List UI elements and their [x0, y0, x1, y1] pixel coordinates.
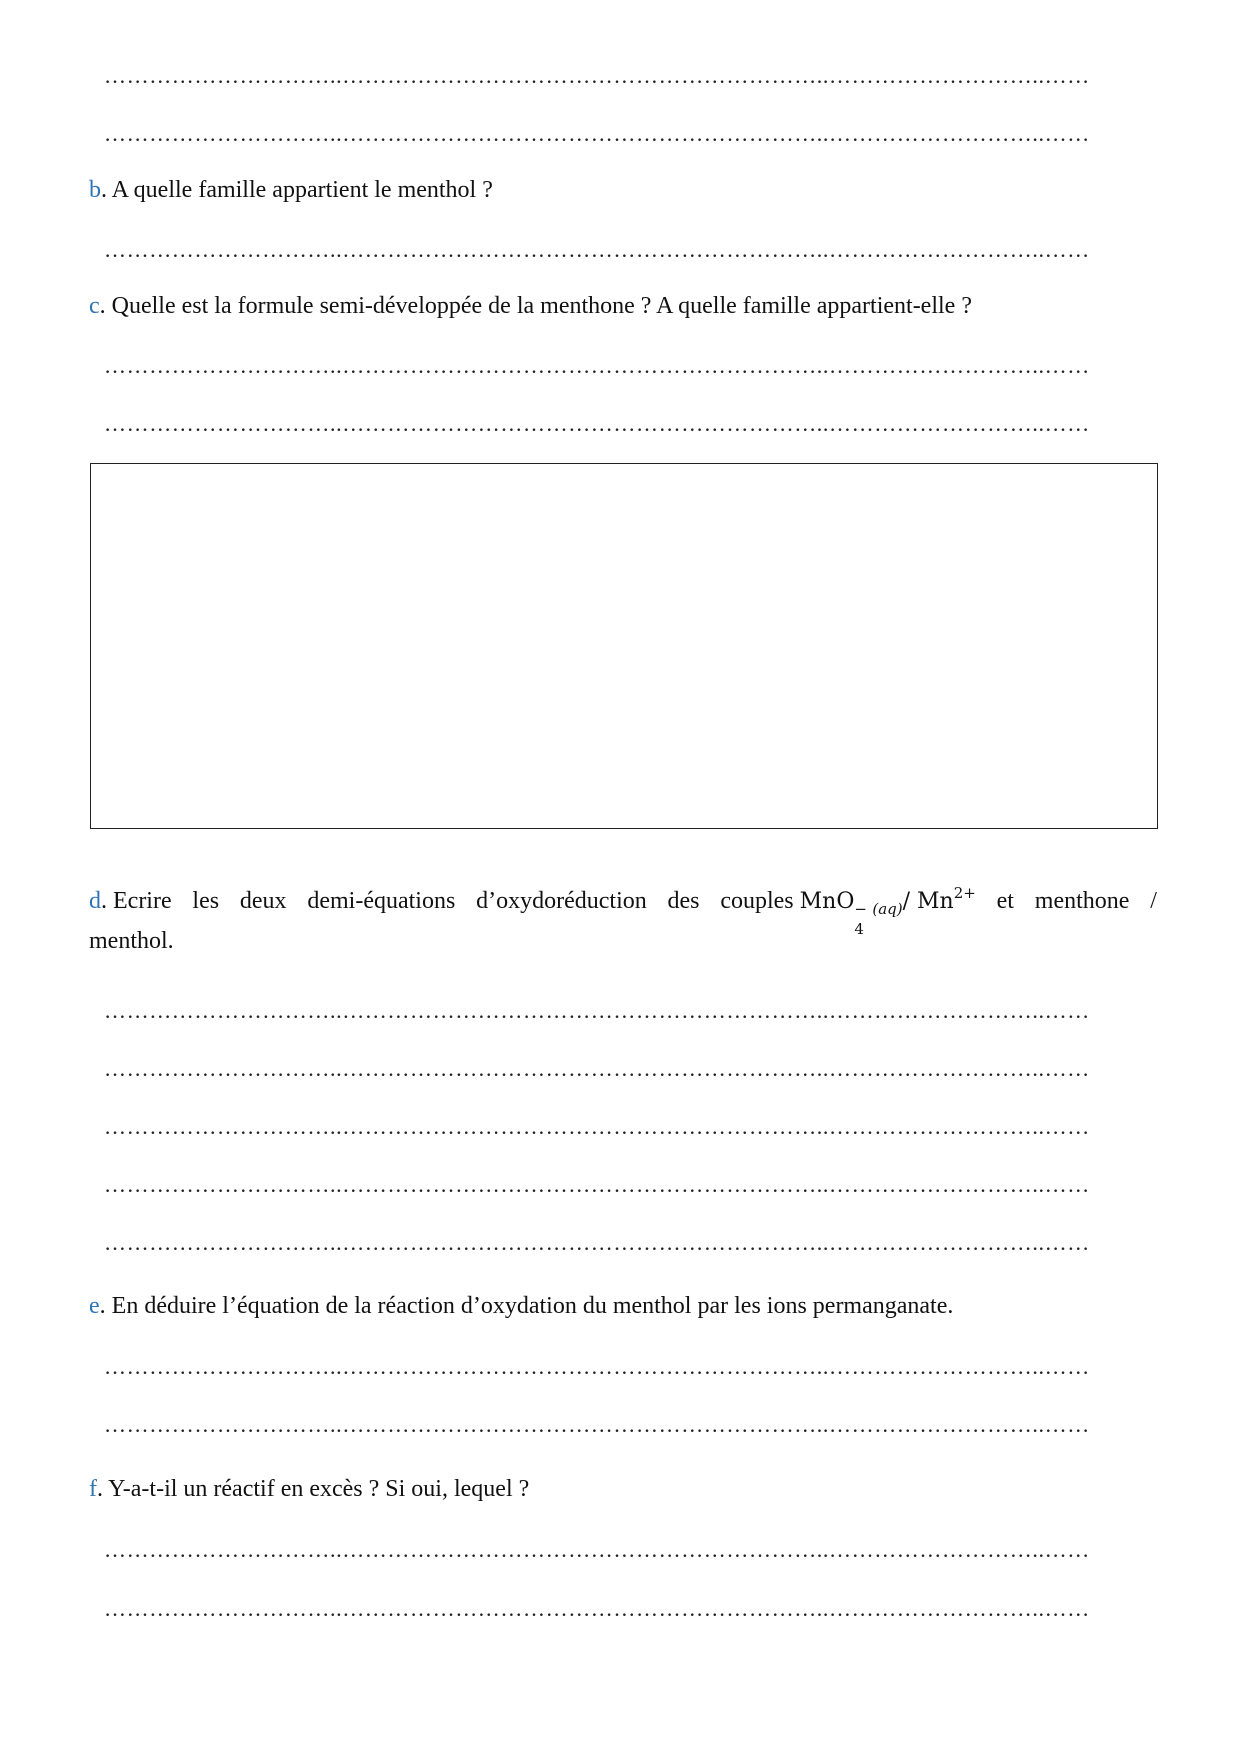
answer-line[interactable]: …………………………..………………………………………………………..………………………..…… [104, 353, 1090, 378]
question-b [89, 175, 493, 205]
answer-line[interactable]: …………………………..………………………………………………………..………………………..…… [104, 411, 1090, 436]
question-c [89, 291, 972, 321]
question-letter: e [89, 1293, 100, 1319]
question-d-continuation: menthol. [89, 928, 174, 954]
question-word: des [667, 888, 700, 914]
question-word: les [192, 888, 220, 914]
answer-line[interactable]: …………………………..………………………………………………………..………………………..…… [104, 1354, 1090, 1379]
question-word: . Ecrire [101, 888, 172, 914]
permanganate-formula: MnO − 4 (aq)/ $Mn^{2+}$ [799, 884, 976, 938]
question-f [89, 1474, 529, 1504]
question-word: d’oxydoréduction [476, 888, 647, 914]
question-word: couples [720, 888, 794, 914]
answer-box[interactable] [90, 463, 1158, 829]
question-text: . Quelle est la formule semi-développée de la menthone ? A quelle famille appartient-elle ? [99, 293, 972, 319]
question-word: / [1150, 888, 1157, 914]
answer-line[interactable]: …………………………..………………………………………………………..………………………..…… [104, 63, 1090, 88]
answer-line[interactable]: …………………………..………………………………………………………..………………………..…… [104, 998, 1090, 1023]
answer-line[interactable]: …………………………..………………………………………………………..………………………..…… [104, 1230, 1090, 1255]
question-word: et [996, 888, 1014, 914]
question-word: deux [239, 888, 287, 914]
answer-line[interactable]: …………………………..………………………………………………………..………………………..…… [104, 1596, 1090, 1621]
question-e [89, 1291, 953, 1321]
question-letter: d [89, 888, 101, 914]
question-letter: c [89, 293, 100, 319]
answer-line[interactable]: …………………………..………………………………………………………..………………………..…… [104, 1114, 1090, 1139]
answer-line[interactable]: …………………………..………………………………………………………..………………………..…… [104, 1172, 1090, 1197]
question-text: . En déduire l’équation de la réaction d’oxydation du menthol par les ions permanganate. [99, 1293, 954, 1319]
question-word: demi-équations [307, 888, 456, 914]
answer-line[interactable]: …………………………..………………………………………………………..………………………..…… [104, 1056, 1090, 1081]
question-letter: b [89, 177, 101, 203]
answer-line[interactable]: …………………………..………………………………………………………..………………………..…… [104, 121, 1090, 146]
question-text: . A quelle famille appartient le menthol ? [101, 177, 493, 203]
question-word: menthone [1034, 888, 1130, 914]
question-text: . Y-a-t-il un réactif en excès ? Si oui, lequel ? [97, 1476, 530, 1502]
question-d [89, 878, 1157, 938]
question-letter: f [89, 1476, 97, 1502]
answer-line[interactable]: …………………………..………………………………………………………..………………………..…… [104, 237, 1090, 262]
answer-line[interactable]: …………………………..………………………………………………………..………………………..…… [104, 1537, 1090, 1562]
answer-line[interactable]: …………………………..………………………………………………………..………………………..…… [104, 1412, 1090, 1437]
